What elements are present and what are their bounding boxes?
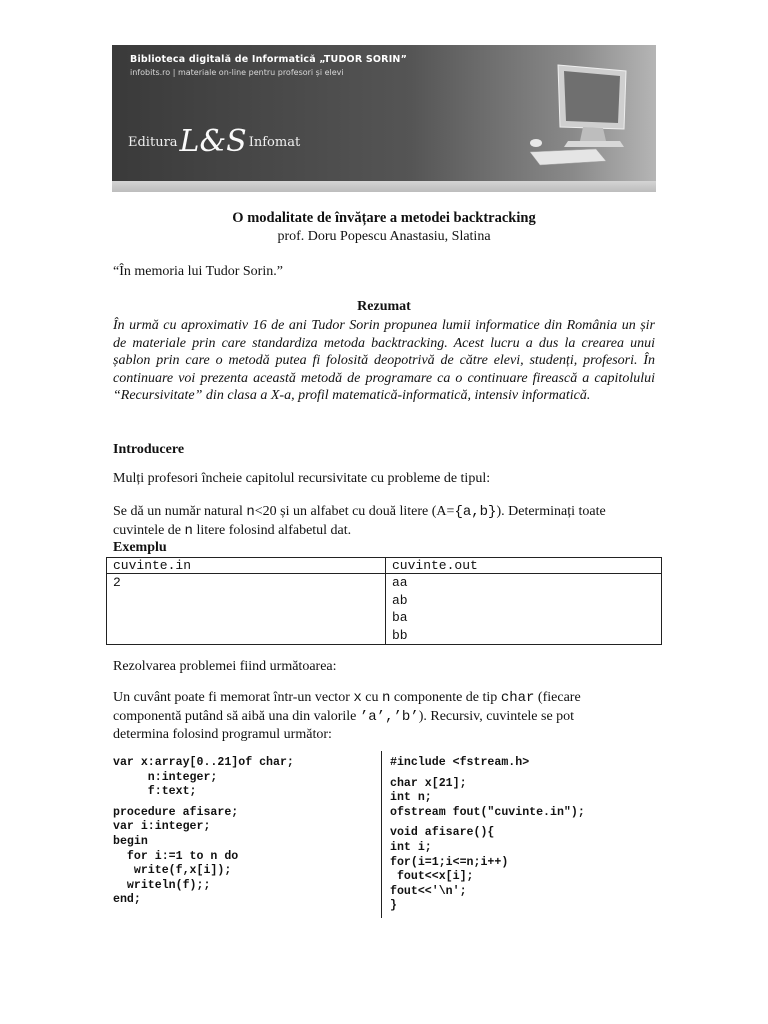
problem-n: n: [246, 504, 255, 520]
problem-alphabet: {a,b}: [454, 504, 497, 520]
desc-text-b: cu: [361, 690, 382, 705]
code-line: fout<<x[i];: [390, 870, 474, 884]
code-line: fout<<'\n';: [390, 884, 467, 898]
problem-n-2: n: [184, 522, 193, 539]
table-cell-input: [107, 574, 386, 645]
desc-values: ’a’,’b’: [359, 708, 419, 725]
table-header-row: [107, 558, 662, 574]
code-line: #include <fstream.h>: [390, 756, 530, 769]
code-line: f:text;: [113, 785, 197, 799]
example-heading: Exemplu: [113, 540, 167, 555]
input-value: 2: [113, 575, 121, 590]
code-line: int i;: [390, 840, 432, 854]
intro-heading: Introducere: [113, 442, 185, 457]
code-line: for i:=1 to n do: [113, 849, 239, 863]
code-divider: [381, 751, 382, 918]
desc-n: n: [381, 690, 391, 706]
document-title: O modalitate de învățare a metodei backtracking: [232, 210, 536, 226]
description: [113, 689, 655, 744]
computer-icon: [528, 57, 638, 172]
logo-text-right: Infomat: [248, 134, 301, 150]
dedication: “În memoria lui Tudor Sorin.”: [113, 264, 283, 279]
desc-char: char: [500, 690, 535, 706]
banner-title: Biblioteca digitală de Informatică „TUDOR SORIN”: [130, 54, 408, 65]
table-cell-output: [386, 574, 662, 645]
logo-text-left: Editura: [128, 134, 178, 150]
header-banner: [112, 45, 656, 181]
abstract-text: În urmă cu aproximativ 16 de ani Tudor Sorin propunea lumii informatice din România un șir de materiale prin care standardiza metoda backtracking. Acest lucru a dus la crearea unui șablon prin care o metodă putea fi folosită deopotrivă de către elevi, studenți, profesori. În continuare voi prezenta această metodă de programare ca o continuare firească a capitolului “Recursivitate” din clasa a X-a, profil matematică-informatică, intensiv informatică.: [113, 318, 655, 404]
output-line: bb: [392, 627, 408, 643]
output-line: aa: [392, 575, 408, 590]
desc-x: x: [353, 690, 362, 706]
logo-ls: L&S: [179, 124, 247, 159]
code-line: begin: [113, 834, 148, 848]
problem-text-a: Se dă un număr natural: [113, 504, 247, 519]
code-line: char x[21];: [390, 776, 467, 790]
problem-text-e: litere folosind alfabetul dat.: [192, 522, 352, 538]
output-line: ab: [392, 592, 408, 608]
publisher-logo: [128, 124, 301, 159]
problem-text-b: <20 și un alfabet cu două litere (A=: [254, 504, 455, 519]
desc-text-g: determina folosind programul următor:: [113, 727, 332, 743]
desc-text-d: (fiecare: [534, 690, 581, 705]
code-line: void afisare(){: [390, 826, 495, 840]
code-line: ofstream fout("cuvinte.in");: [390, 805, 585, 819]
code-line: var i:integer;: [113, 820, 211, 834]
desc-text-c: componente de tip: [390, 690, 501, 705]
problem-statement: [113, 503, 655, 540]
problem-text-d: cuvintele de: [113, 522, 185, 538]
code-line: end;: [113, 893, 141, 907]
banner-subtitle: infobits.ro | materiale on-line pentru profesori și elevi: [130, 68, 344, 77]
table-row: [107, 574, 662, 645]
code-line: var x:array[0..21]of char;: [113, 756, 294, 769]
intro-text: Mulți profesori încheie capitolul recursivitate cu probleme de tipul:: [113, 471, 491, 486]
desc-text-f: ). Recursiv, cuvintele se pot: [418, 708, 575, 724]
document-author: prof. Doru Popescu Anastasiu, Slatina: [277, 229, 491, 244]
code-pascal: [113, 756, 294, 908]
code-line: writeln(f);;: [113, 878, 211, 892]
code-line: procedure afisare;: [113, 805, 239, 819]
solution-text: Rezolvarea problemei fiind următoarea:: [113, 659, 337, 674]
output-line: ba: [392, 610, 408, 625]
code-line: for(i=1;i<=n;i++): [390, 855, 509, 869]
desc-text-a: Un cuvânt poate fi memorat într-un vector: [113, 690, 354, 705]
example-table: [106, 557, 662, 645]
code-line: write(f,x[i]);: [113, 864, 232, 878]
code-cpp: [390, 756, 585, 914]
desc-text-e: componentă putând să aibă una din valorile: [113, 708, 360, 724]
table-header-output: cuvinte.out: [386, 558, 662, 574]
banner-strip: [112, 181, 656, 192]
code-line: }: [390, 899, 397, 913]
problem-text-c: ). Determinați toate: [496, 504, 606, 519]
code-line: n:integer;: [113, 770, 218, 784]
code-line: int n;: [390, 791, 432, 805]
table-header-input: cuvinte.in: [107, 558, 386, 574]
abstract-heading: Rezumat: [357, 299, 411, 314]
